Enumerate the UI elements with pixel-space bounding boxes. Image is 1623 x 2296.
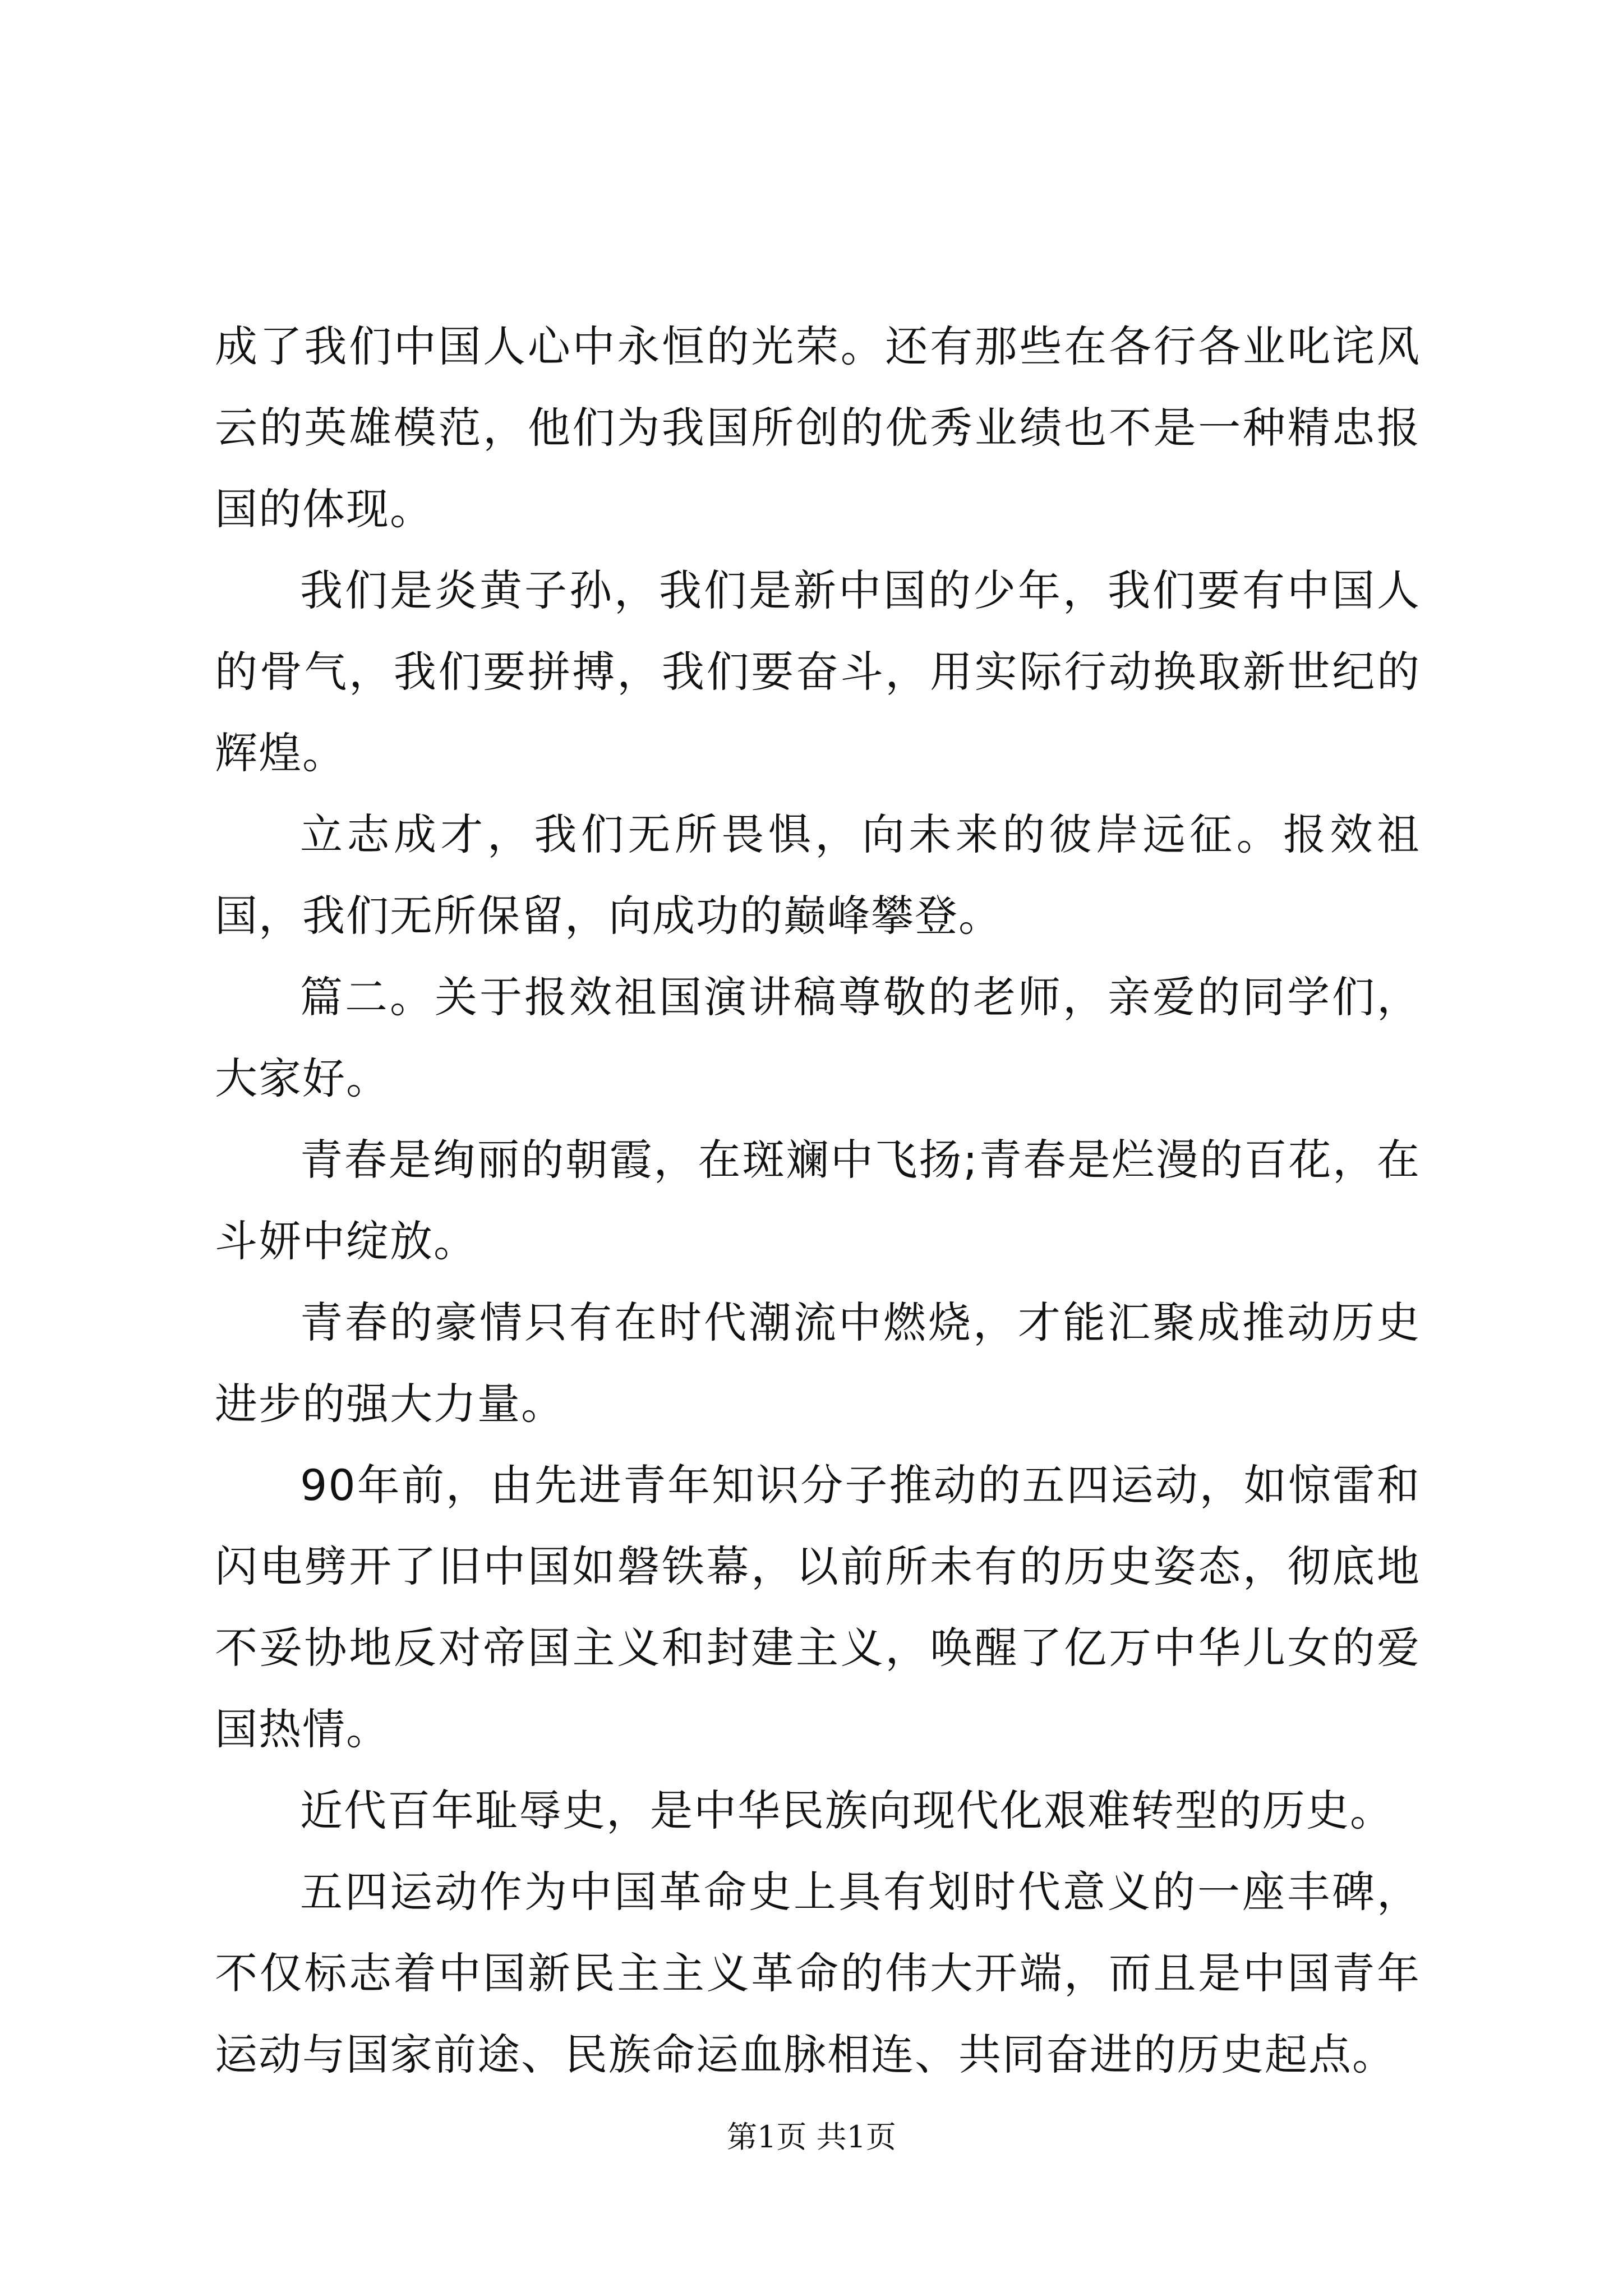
paragraph-5: 青春是绚丽的朝霞，在斑斓中飞扬;青春是烂漫的百花，在斗妍中绽放。 [215,1135,1421,1266]
paragraph-1: 成了我们中国人心中永恒的光荣。还有那些在各行各业叱诧风云的英雄模范，他们为我国所创的优秀业绩也不是一种精忠报国的体现。 [215,321,1421,534]
page-footer: 第1页 共1页 [727,2119,896,2155]
paragraph-7: 90年前，由先进青年知识分子推动的五四运动，如惊雷和闪电劈开了旧中国如磐铁幕，以前所未有的历史姿态，彻底地不妥协地反对帝国主义和封建主义，唤醒了亿万中华儿女的爱国热情。 [215,1460,1421,1754]
paragraph-9: 五四运动作为中国革命史上具有划时代意义的一座丰碑，不仅标志着中国新民主主义革命的伟大开端，而且是中国青年运动与国家前途、民族命运血脉相连、共同奋进的历史起点。 [215,1867,1421,2079]
paragraph-4: 篇二。关于报效祖国演讲稿尊敬的老师，亲爱的同学们，大家好。 [215,972,1421,1103]
body-text [215,306,1421,2095]
paragraph-8: 近代百年耻辱史，是中华民族向现代化艰难转型的历史。 [300,1786,1394,1835]
paragraph-3: 立志成才，我们无所畏惧，向未来的彼岸远征。报效祖国，我们无所保留，向成功的巅峰攀登。 [215,809,1421,941]
paragraph-6: 青春的豪情只有在时代潮流中燃烧，才能汇聚成推动历史进步的强大力量。 [215,1297,1421,1429]
paragraph-2: 我们是炎黄子孙，我们是新中国的少年，我们要有中国人的骨气，我们要拼搏，我们要奋斗，用实际行动换取新世纪的辉煌。 [215,565,1421,778]
